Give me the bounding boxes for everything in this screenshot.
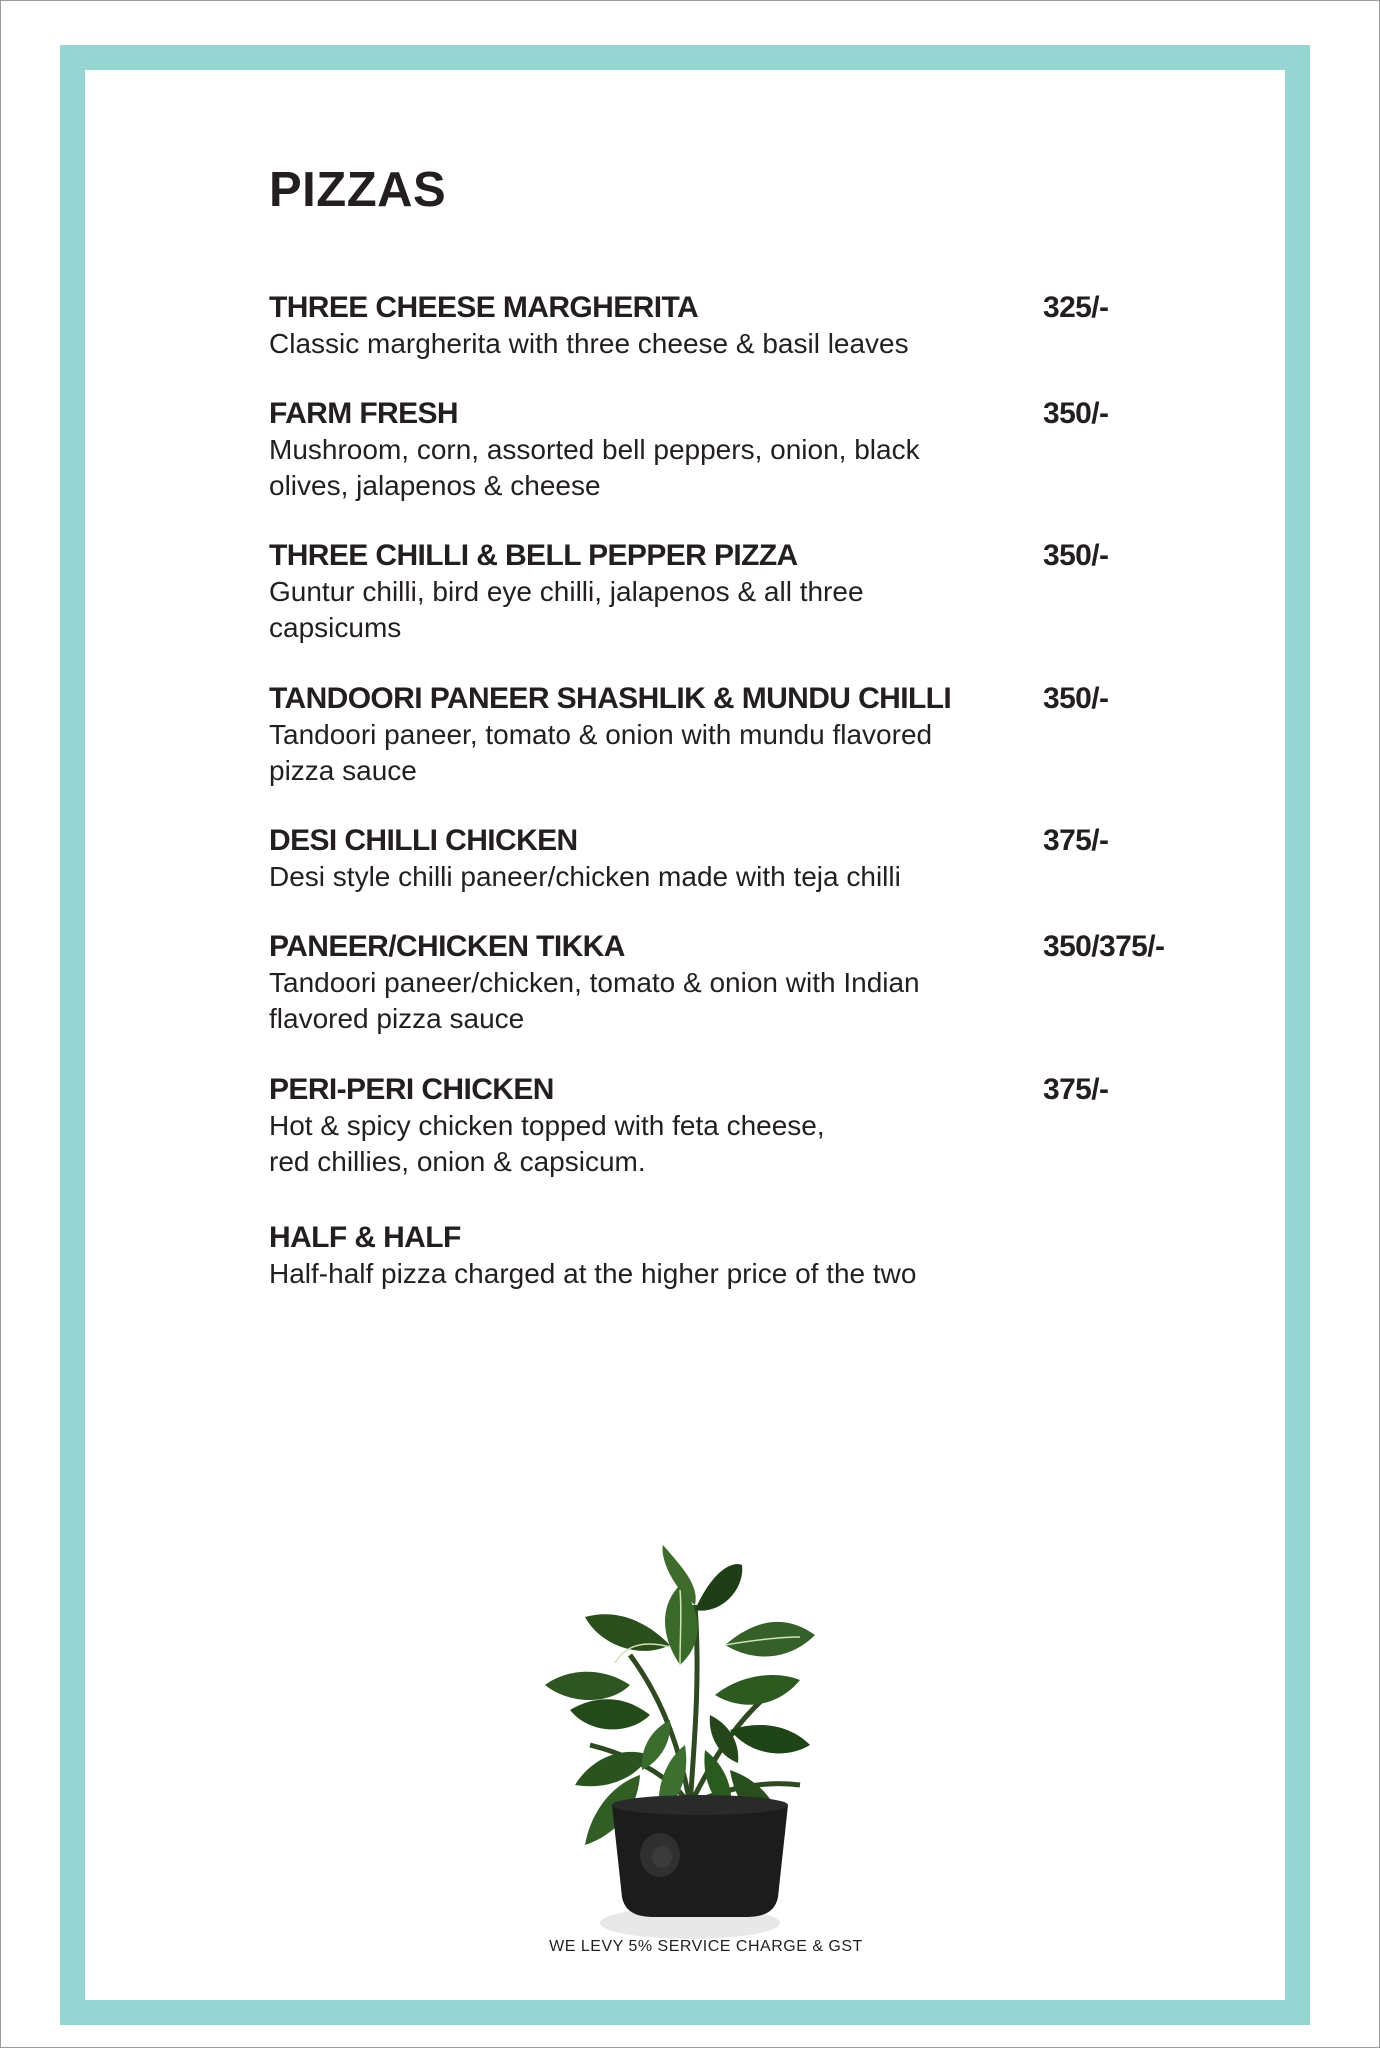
item-name: DESI CHILLI CHICKEN	[269, 824, 578, 857]
item-description: Mushroom, corn, assorted bell peppers, onion, black olives, jalapenos & cheese	[269, 434, 920, 501]
item-name: TANDOORI PANEER SHASHLIK & MUNDU CHILLI	[269, 682, 952, 715]
service-charge-note: WE LEVY 5% SERVICE CHARGE & GST	[549, 1938, 863, 1955]
item-name: PERI-PERI CHICKEN	[269, 1073, 554, 1106]
menu-item	[269, 929, 1169, 1037]
menu-item	[269, 396, 1169, 504]
menu-item	[269, 538, 1169, 646]
item-description: Guntur chilli, bird eye chilli, jalapenos & all three capsicums	[269, 576, 864, 643]
item-price: 350/-	[1043, 539, 1109, 572]
item-description: Hot & spicy chicken topped with feta cheese, red chillies, onion & capsicum.	[269, 1110, 825, 1177]
item-description: Tandoori paneer/chicken, tomato & onion with Indian flavored pizza sauce	[269, 967, 920, 1034]
item-name: THREE CHEESE MARGHERITA	[269, 291, 699, 324]
item-price: 375/-	[1043, 824, 1109, 857]
item-price: 350/375/-	[1043, 930, 1165, 963]
menu-item	[269, 681, 1169, 789]
item-price: 350/-	[1043, 682, 1109, 715]
item-price: 325/-	[1043, 291, 1109, 324]
item-name: FARM FRESH	[269, 397, 459, 430]
item-name: THREE CHILLI & BELL PEPPER PIZZA	[269, 539, 798, 572]
page-title: PIZZAS	[269, 163, 447, 217]
item-description: Desi style chilli paneer/chicken made with teja chilli	[269, 861, 901, 892]
item-price: 350/-	[1043, 397, 1109, 430]
potted-plant-icon	[530, 1545, 850, 1945]
item-description: Classic margherita with three cheese & basil leaves	[269, 328, 909, 359]
item-name: PANEER/CHICKEN TIKKA	[269, 930, 625, 963]
menu-item	[269, 1220, 1169, 1292]
item-name: HALF & HALF	[269, 1221, 461, 1254]
item-description: Half-half pizza charged at the higher price of the two	[269, 1258, 917, 1289]
menu-item	[269, 290, 1169, 362]
menu-item	[269, 1072, 1169, 1180]
item-price: 375/-	[1043, 1073, 1109, 1106]
item-description: Tandoori paneer, tomato & onion with mundu flavored pizza sauce	[269, 719, 933, 786]
menu-item	[269, 823, 1169, 895]
